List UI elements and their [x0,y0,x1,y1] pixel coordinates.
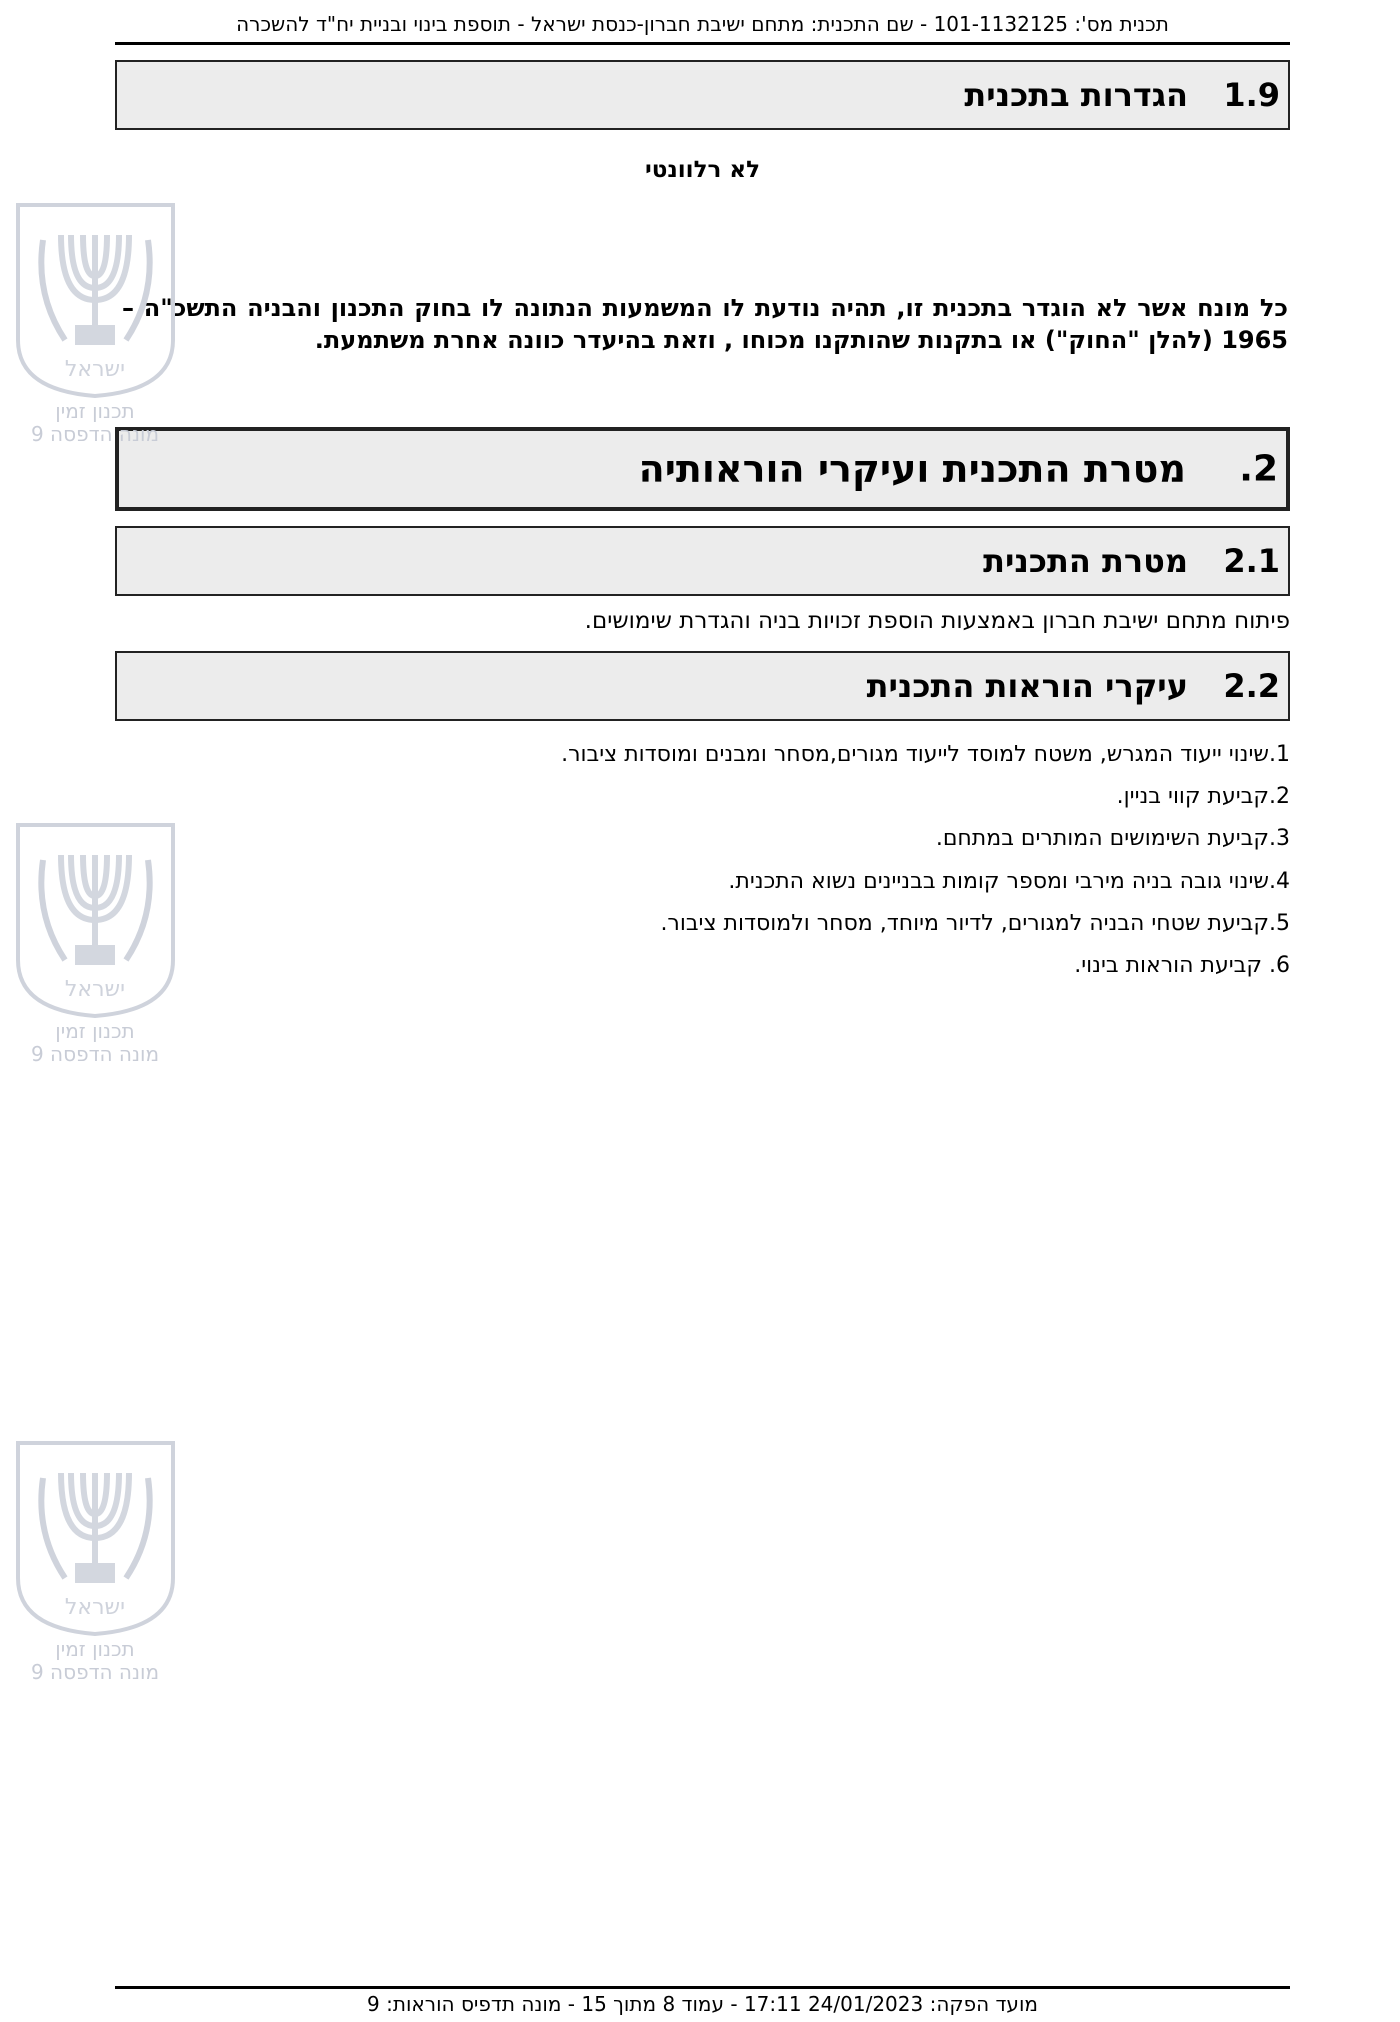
page-header: תכנית מס': 101-1132125 - שם התכנית: מתחם ישיבת חברון-כנסת ישראל - תוספת בינוי ובניית יח"ד להשכרה [236,12,1169,36]
section-number: 2. [1239,448,1278,490]
menorah-emblem-icon [13,1438,178,1638]
section-number: 1.9 [1223,76,1280,114]
section-2-1-body: פיתוח מתחם ישיבת חברון באמצעות הוספת זכויות בניה והגדרת שימושים. [584,608,1290,634]
watermark-line2: מונה הדפסה 9 [30,1660,160,1684]
section-2-heading [115,427,1290,511]
section-title: מטרת התכנית [983,542,1188,580]
watermark-line1: תכנון זמין [55,1019,135,1043]
watermark-line1: תכנון זמין [55,1637,135,1661]
menorah-emblem-icon [13,200,178,400]
page-footer: מועד הפקה: 24/01/2023 17:11 - עמוד 8 מתוך 15 - מונה תדפיס הוראות: 9 [367,1992,1038,2016]
watermark-line2: מונה הדפסה 9 [30,422,160,446]
header-divider [115,42,1290,45]
section-title: עיקרי הוראות התכנית [866,667,1188,705]
definition-note: כל מונח אשר לא הוגדר בתכנית זו, תהיה נודעת לו המשמעות הנתונה לו בחוק התכנון והבניה התשכ"ה – 1965 (להלן "החוק") או בתקנות שהותקנו מכוחו , וזאת בהיעדר כוונה אחרת משתמעת. [122,294,1288,354]
watermark-line1: תכנון זמין [55,399,135,423]
watermark [10,200,180,446]
section-title: הגדרות בתכנית [964,76,1188,114]
section-title: מטרת התכנית ועיקרי הוראותיה [638,447,1186,491]
svg-text:ישראל: ישראל [64,1595,125,1620]
list-item: 2.קביעת קווי בניין. [1116,784,1290,809]
list-item: 6. קביעת הוראות בינוי. [1074,953,1290,978]
section-2-2-heading [115,651,1290,721]
section-2-1-heading [115,526,1290,596]
list-item: 5.קביעת שטחי הבניה למגורים, לדיור מיוחד, מסחר ולמוסדות ציבור. [660,911,1290,936]
watermark [10,820,180,1066]
watermark [10,1438,180,1684]
footer-divider [115,1986,1290,1989]
section-number: 2.1 [1223,542,1280,580]
list-item: 1.שינוי ייעוד המגרש, משטח למוסד לייעוד מגורים,מסחר ומבנים ומוסדות ציבור. [561,742,1290,767]
section-1-9-heading [115,60,1290,130]
watermark-line2: מונה הדפסה 9 [30,1042,160,1066]
menorah-emblem-icon [13,820,178,1020]
svg-text:ישראל: ישראל [64,977,125,1002]
svg-text:ישראל: ישראל [64,357,125,382]
list-item: 3.קביעת השימושים המותרים במתחם. [935,826,1290,851]
section-1-9-body: לא רלוונטי [644,157,761,183]
section-number: 2.2 [1223,667,1280,705]
list-item: 4.שינוי גובה בניה מירבי ומספר קומות בבניינים נשוא התכנית. [728,869,1290,894]
